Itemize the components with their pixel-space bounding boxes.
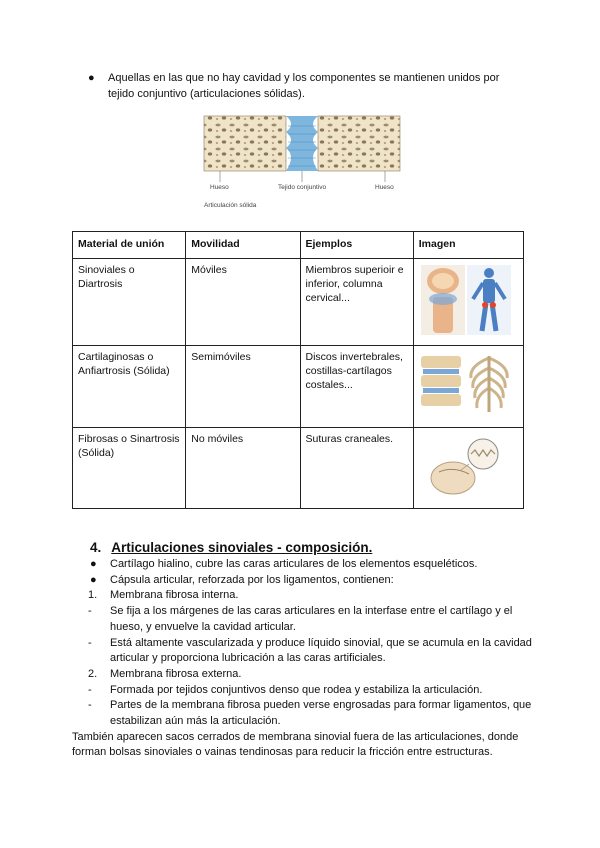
section-number: 4. — [90, 540, 102, 555]
label-bone-left: Hueso — [210, 184, 229, 191]
synovial-joint-image — [419, 263, 513, 337]
bullet-marker: ● — [90, 558, 97, 570]
list-item — [72, 636, 532, 667]
intro-text: Aquellas en las que no hay cavidad y los componentes se mantienen unidos por tejido conjuntivo (articulaciones sólidas). — [108, 72, 500, 100]
list-item-text: Membrana fibrosa externa. — [110, 667, 242, 680]
label-bone-right: Hueso — [375, 184, 394, 191]
dash-marker: - — [88, 683, 92, 696]
number-marker: 2. — [88, 667, 98, 680]
list-item-text: Cápsula articular, reforzada por los ligamentos, contienen: — [110, 573, 394, 586]
table-row — [73, 346, 524, 428]
cell-material: Fibrosas o Sinartrosis (Sólida) — [73, 428, 186, 509]
number-marker: 1. — [88, 589, 98, 602]
intro-bullet-item — [88, 70, 528, 102]
header-imagen: Imagen — [413, 232, 523, 259]
closing-paragraph: También aparecen sacos cerrados de membrana sinovial fuera de las articulaciones, donde forman bolsas sinoviales o vainas tendinosas para reducir la fricción entre estructuras. — [72, 730, 519, 759]
figure-caption: Articulación sólida — [204, 202, 257, 209]
cartilaginous-joint-image — [419, 350, 513, 418]
connective-tissue-shape — [286, 116, 318, 171]
cell-ejemplos: Miembros superioir e inferior, columna cervical... — [300, 259, 413, 346]
cell-movilidad: Semimóviles — [186, 346, 300, 428]
fibrous-joint-image — [419, 432, 513, 500]
list-item-text: Partes de la membrana fibrosa pueden verse engrosadas para formar ligamentos, que estabilizan aún más la articulación. — [110, 699, 532, 728]
list-item — [72, 683, 532, 699]
list-item — [72, 557, 532, 573]
solid-joint-figure — [200, 110, 405, 215]
list-item-text: Membrana fibrosa interna. — [110, 589, 239, 602]
section-heading — [90, 540, 372, 555]
bone-left-shape — [204, 116, 286, 171]
list-item — [72, 667, 532, 683]
solid-joint-illustration — [200, 110, 405, 190]
cell-movilidad: Móviles — [186, 259, 300, 346]
list-item-text: Cartílago hialino, cubre las caras articulares de los elementos esqueléticos. — [110, 558, 478, 570]
cell-image — [413, 428, 523, 509]
cell-material: Cartilaginosas o Anfiartrosis (Sólida) — [73, 346, 186, 428]
table-row — [73, 428, 524, 509]
header-material: Material de unión — [73, 232, 186, 259]
list-item-text: Se fija a los márgenes de las caras articulares en la interfase entre el cartílago y el hueso, y envuelve la cavidad articular. — [110, 605, 513, 633]
dash-marker: - — [88, 605, 92, 618]
cell-movilidad: No móviles — [186, 428, 300, 509]
list-item-text: Está altamente vascularizada y produce líquido sinovial, que se acumula en la cavidad articular y proporciona lubricación a las caras artificiales. — [110, 636, 532, 665]
cell-ejemplos: Suturas craneales. — [300, 428, 413, 509]
section-body — [72, 557, 532, 761]
cell-ejemplos: Discos invertebrales, costillas-cartílagos costales... — [300, 346, 413, 428]
bullet-marker: ● — [88, 72, 95, 84]
cell-image — [413, 346, 523, 428]
bone-right-shape — [318, 116, 400, 171]
label-connective-tissue: Tejido conjuntivo — [278, 184, 327, 191]
cell-image — [413, 259, 523, 346]
list-item — [72, 573, 532, 589]
section-title: Articulaciones sinoviales - composición. — [111, 540, 373, 555]
table-header-row — [73, 232, 524, 259]
dash-marker: - — [88, 636, 92, 649]
list-item-text: Formada por tejidos conjuntivos denso que rodea y estabiliza la articulación. — [110, 683, 483, 696]
header-ejemplos: Ejemplos — [300, 232, 413, 259]
header-movilidad: Movilidad — [186, 232, 300, 259]
list-item — [72, 588, 532, 604]
cell-material: Sinoviales o Diartrosis — [73, 259, 186, 346]
table-row — [73, 259, 524, 346]
bullet-marker: ● — [90, 573, 97, 586]
list-item — [72, 604, 532, 635]
joint-classification-table — [72, 231, 524, 509]
dash-marker: - — [88, 699, 92, 712]
list-item — [72, 698, 532, 729]
